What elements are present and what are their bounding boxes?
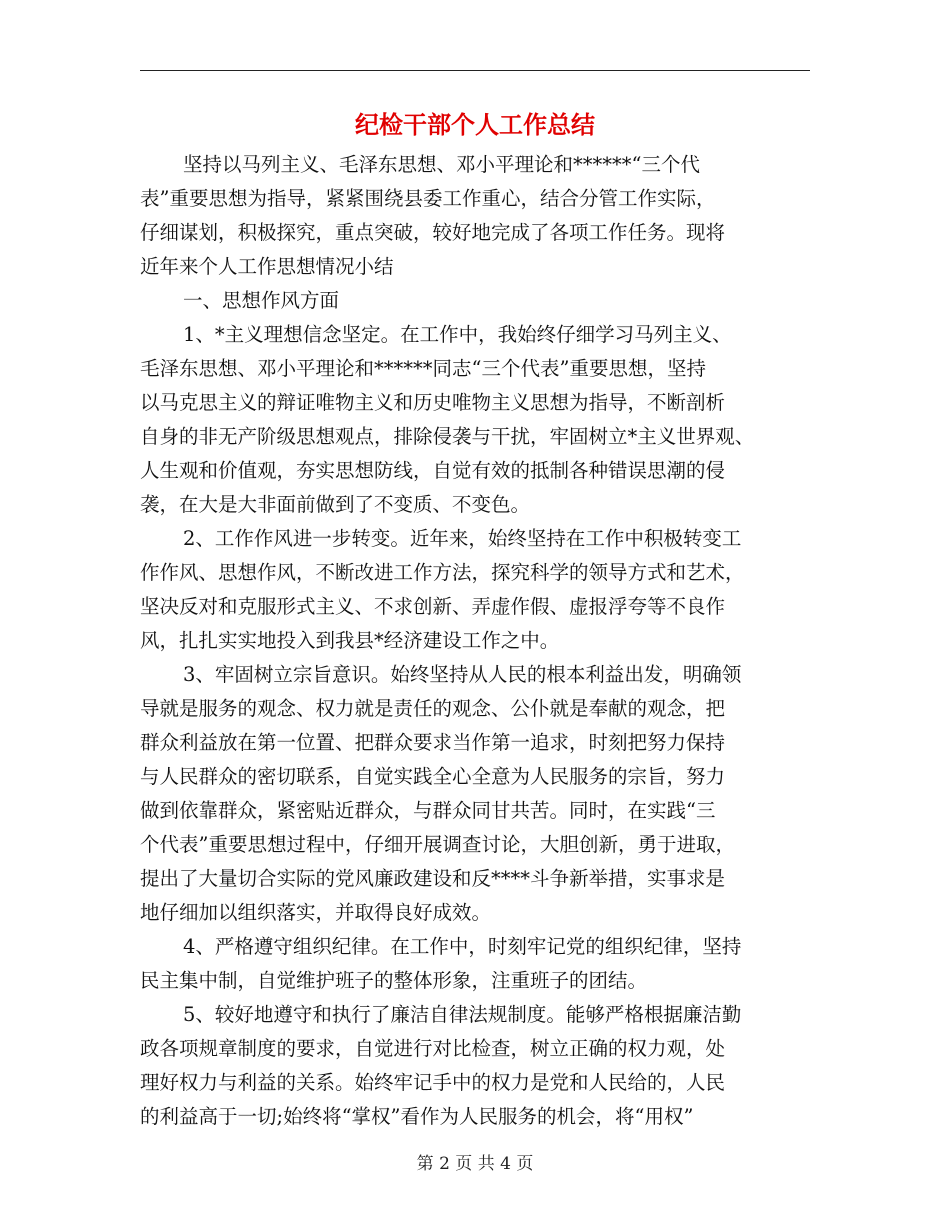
paragraph-line: 提出了大量切合实际的党风廉政建设和反****斗争新举措，实事求是 (140, 867, 726, 890)
header-rule (140, 70, 810, 71)
paragraph-line: 坚决反对和克服形式主义、不求创新、弄虚作假、虚报浮夸等不良作 (140, 595, 726, 618)
paragraph-line: 地仔细加以组织落实，并取得良好成效。 (140, 901, 492, 924)
paragraph-first-line: 1、*主义理想信念坚定。在工作中，我始终仔细学习马列主义、 (183, 323, 732, 346)
paragraph-line: 民主集中制，自觉维护班子的整体形象，注重班子的团结。 (140, 969, 648, 992)
paragraph-line: 袭，在大是大非面前做到了不变质、不变色。 (140, 493, 531, 516)
paragraph-line: 表”重要思想为指导，紧紧围绕县委工作重心，结合分管工作实际， (140, 187, 716, 210)
paragraph-first-line: 3、牢固树立宗旨意识。始终坚持从人民的根本利益出发，明确领 (183, 663, 742, 686)
paragraph-line: 近年来个人工作思想情况小结 (140, 255, 394, 278)
paragraph-first-line: 2、工作作风进一步转变。近年来，始终坚持在工作中积极转变工 (183, 527, 742, 550)
paragraph-line: 仔细谋划，积极探究，重点突破，较好地完成了各项工作任务。现将 (140, 221, 726, 244)
paragraph-first-line: 5、较好地遵守和执行了廉洁自律法规制度。能够严格根据廉洁勤 (183, 1003, 742, 1026)
document-title: 纪检干部个人工作总结 (355, 110, 595, 139)
paragraph-line: 政各项规章制度的要求，自觉进行对比检查，树立正确的权力观，处 (140, 1037, 726, 1060)
paragraph-line: 个代表”重要思想过程中，仔细开展调查讨论，大胆创新，勇于进取， (140, 833, 735, 856)
paragraph-line: 毛泽东思想、邓小平理论和******同志“三个代表”重要思想，坚持 (140, 357, 706, 380)
paragraph-line: 理好权力与利益的关系。始终牢记手中的权力是党和人民给的，人民 (140, 1071, 726, 1094)
paragraph-first-line: 坚持以马列主义、毛泽东思想、邓小平理论和******“三个代 (183, 153, 700, 176)
paragraph-line: 的利益高于一切;始终将“掌权”看作为人民服务的机会，将“用权” (140, 1105, 694, 1128)
paragraph-line: 作作风、思想作风，不断改进工作方法，探究科学的领导方式和艺术， (140, 561, 745, 584)
paragraph-line: 人生观和价值观，夯实思想防线，自觉有效的抵制各种错误思潮的侵 (140, 459, 726, 482)
page-footer: 第 2 页 共 4 页 (416, 1154, 534, 1174)
paragraph-line: 导就是服务的观念、权力就是责任的观念、公仆就是奉献的观念，把 (140, 697, 726, 720)
paragraph-line: 做到依靠群众，紧密贴近群众，与群众同甘共苦。同时，在实践“三 (140, 799, 716, 822)
paragraph-line: 群众利益放在第一位置、把群众要求当作第一追求，时刻把努力保持 (140, 731, 726, 754)
paragraph-first-line: 一、思想作风方面 (183, 289, 340, 312)
paragraph-first-line: 4、严格遵守组织纪律。在工作中，时刻牢记党的组织纪律，坚持 (183, 935, 742, 958)
paragraph-line: 风，扎扎实实地投入到我县*经济建设工作之中。 (140, 629, 560, 652)
paragraph-line: 以马克思主义的辩证唯物主义和历史唯物主义思想为指导，不断剖析 (140, 391, 726, 414)
paragraph-line: 自身的非无产阶级思想观点，排除侵袭与干扰，牢固树立*主义世界观、 (140, 425, 755, 448)
document-body (140, 148, 815, 1134)
paragraph-line: 与人民群众的密切联系，自觉实践全心全意为人民服务的宗旨，努力 (140, 765, 726, 788)
